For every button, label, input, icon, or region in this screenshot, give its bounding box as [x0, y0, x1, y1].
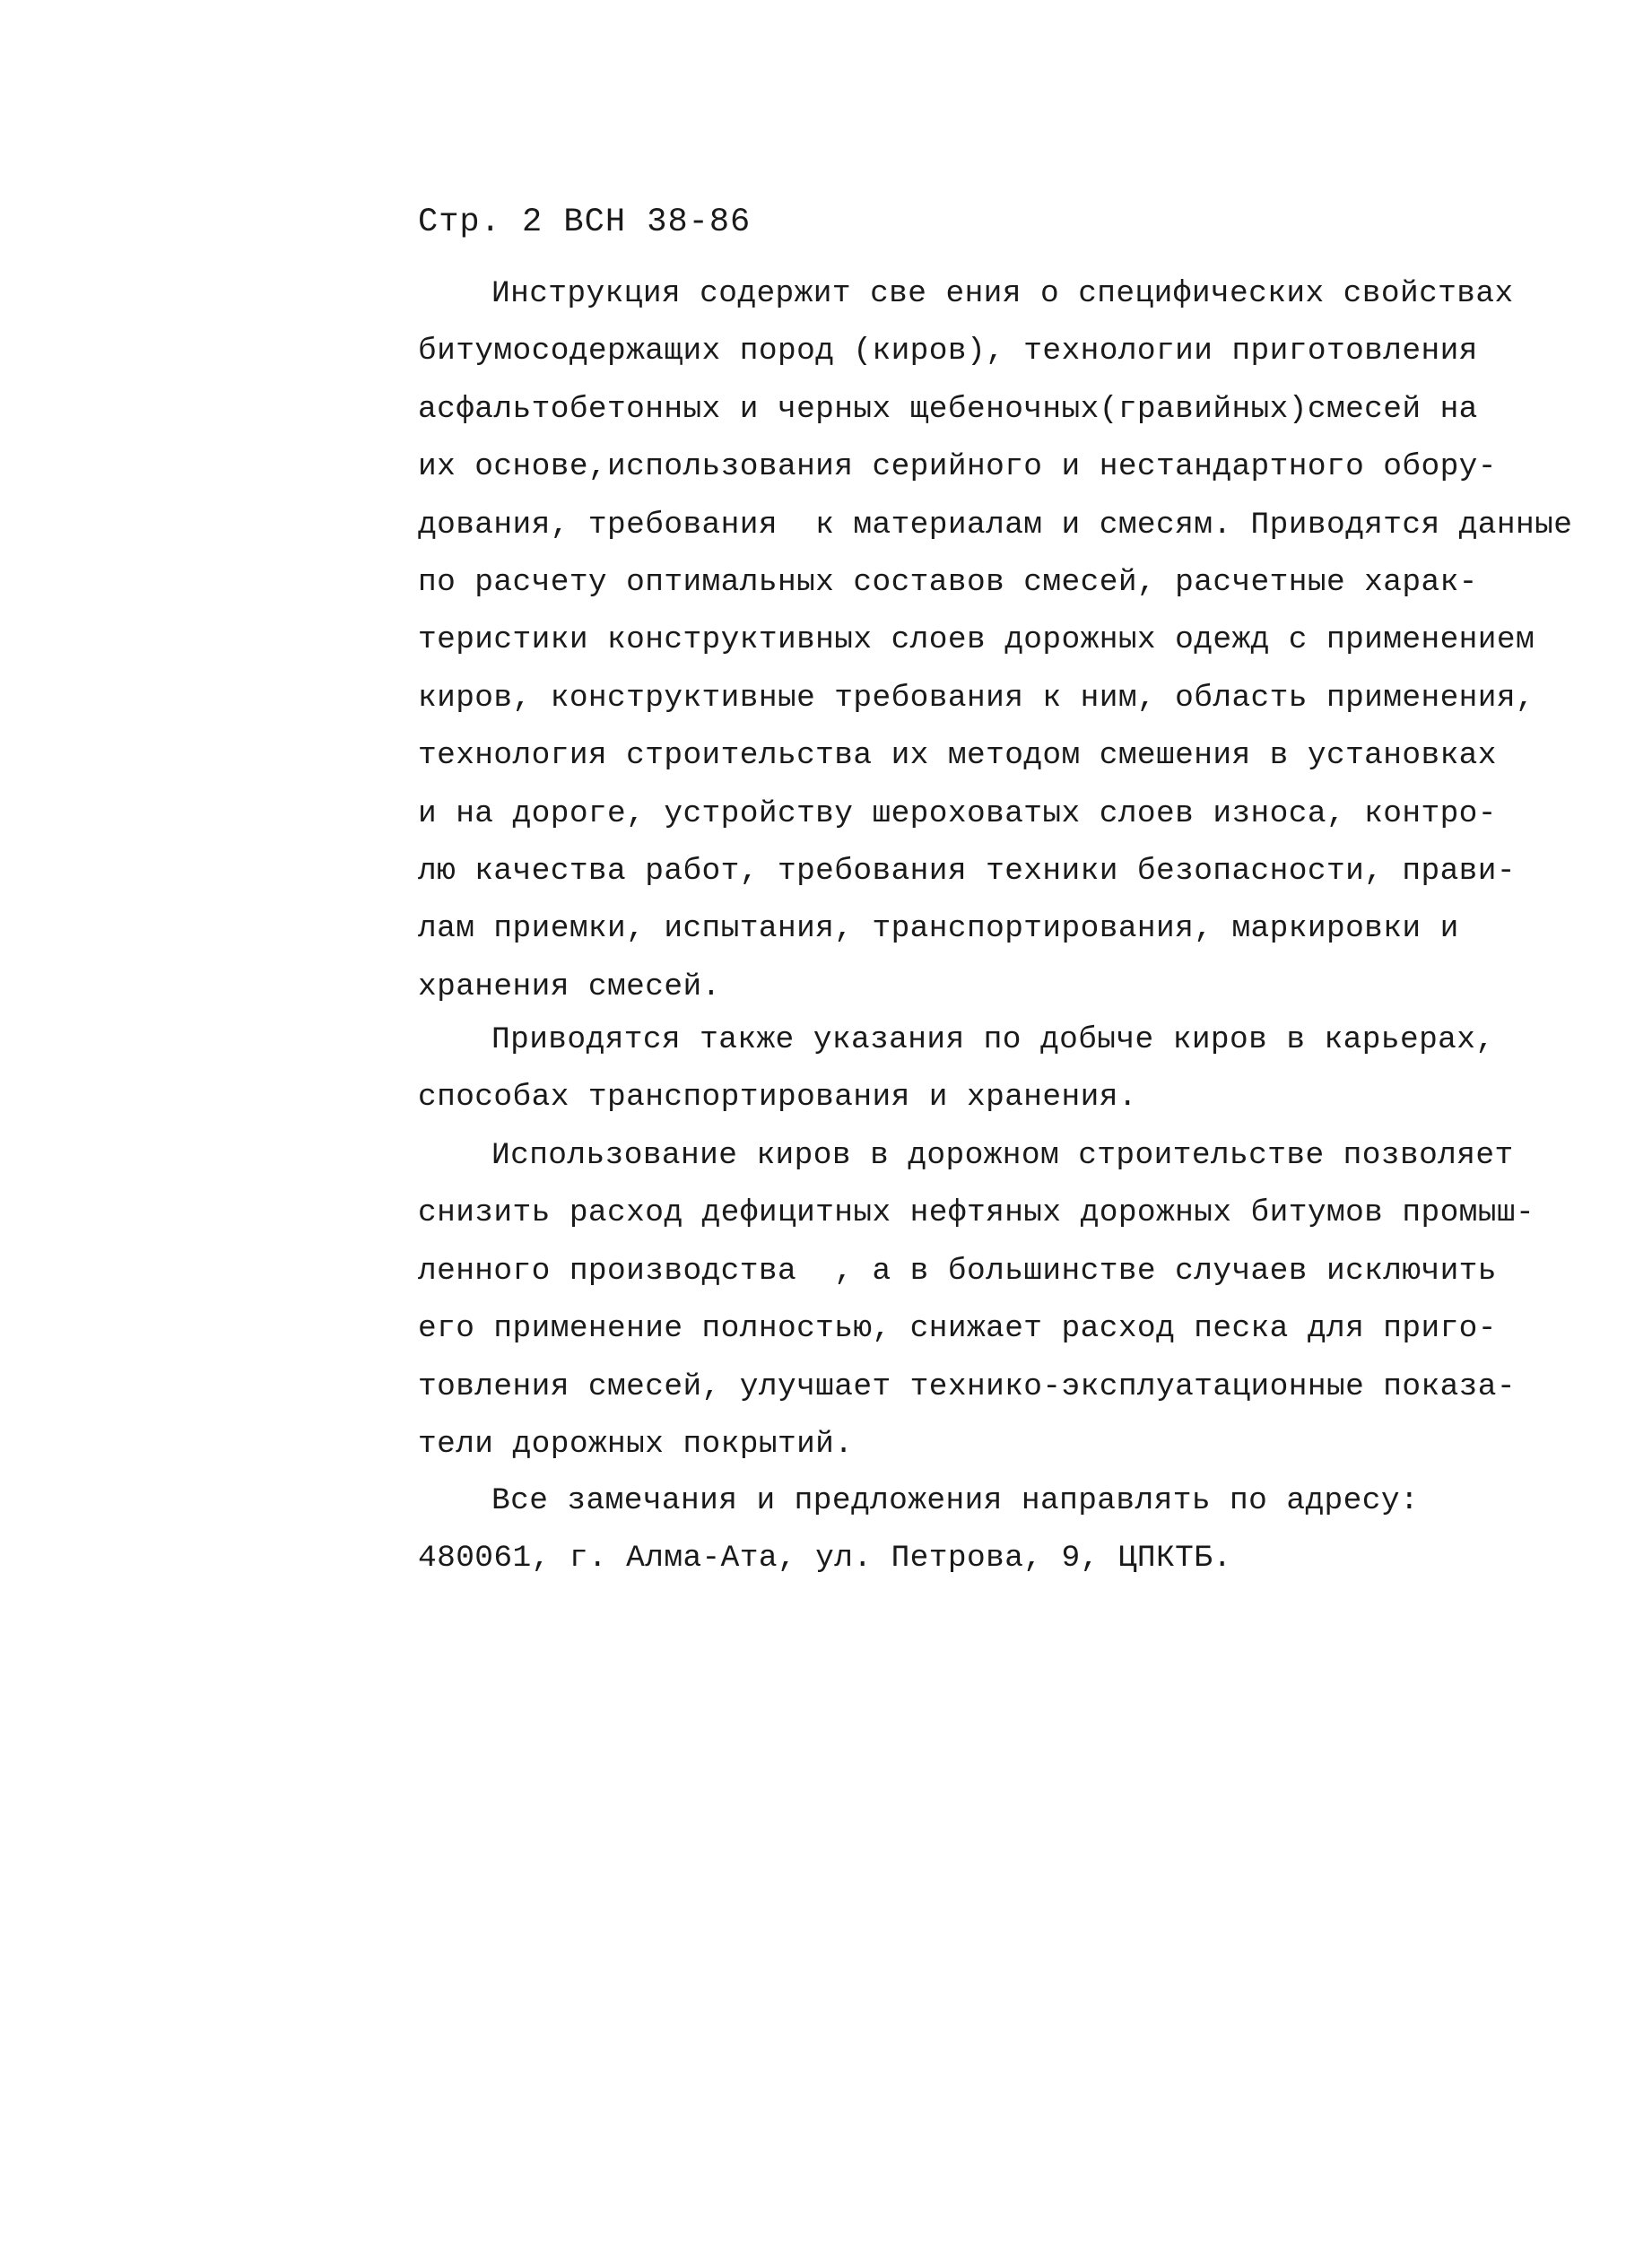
text-line: его применение полностью, снижает расход песка для приго-	[418, 1311, 1497, 1347]
text-line: 480061, г. Алма-Ата, ул. Петрова, 9, ЦПКТБ.	[418, 1541, 1232, 1577]
text-line: теристики конструктивных слоев дорожных одежд с применением	[418, 622, 1535, 658]
text-line: битумосодержащих пород (киров), технологии приготовления	[418, 334, 1478, 369]
text-line: по расчету оптимальных составов смесей, расчетные харак-	[418, 564, 1478, 600]
text-line: Инструкция содержит све ения о специфических свойствах	[491, 276, 1514, 311]
text-line: Приводятся также указания по добыче киров в карьерах,	[491, 1022, 1495, 1057]
text-line: хранения смесей.	[418, 969, 721, 1004]
text-line: лю качества работ, требования техники безопасности, прави-	[418, 853, 1516, 889]
paragraph-extraction	[418, 1012, 1521, 1127]
text-line: ленного производства , а в большинстве случаев исключить	[418, 1253, 1497, 1289]
text-line: асфальтобетонных и черных щебеночных(гравийных)смесей на	[418, 391, 1478, 427]
text-line: товления смесей, улучшает технико-эксплуатационные показа-	[418, 1368, 1516, 1404]
paragraph-benefits	[418, 1127, 1535, 1473]
text-line: дования, требования к материалам и смесям. Приводятся данные	[418, 507, 1573, 543]
text-line: снизить расход дефицитных нефтяных дорожных битумов промыш-	[418, 1195, 1535, 1231]
paragraph-contact-address	[418, 1473, 1521, 1588]
text-line: киров, конструктивные требования к ним, область применения,	[418, 680, 1535, 716]
text-line: Все замечания и предложения направлять по адресу:	[491, 1483, 1420, 1518]
text-line: технология строительства их методом смешения в установках	[418, 738, 1497, 774]
paragraph-description	[418, 265, 1573, 1016]
text-line: тели дорожных покрытий.	[418, 1426, 854, 1462]
page-header: Стр. 2 ВСН 38-86	[418, 204, 752, 241]
text-line: лам приемки, испытания, транспортирования, маркировки и	[418, 911, 1459, 947]
text-line: способах транспортирования и хранения.	[418, 1080, 1137, 1116]
text-line: и на дороге, устройству шероховатых слоев износа, контро-	[418, 795, 1497, 831]
text-line: их основе,использования серийного и нестандартного обору-	[418, 449, 1497, 485]
text-line: Использование киров в дорожном строительстве позволяет	[491, 1138, 1514, 1173]
